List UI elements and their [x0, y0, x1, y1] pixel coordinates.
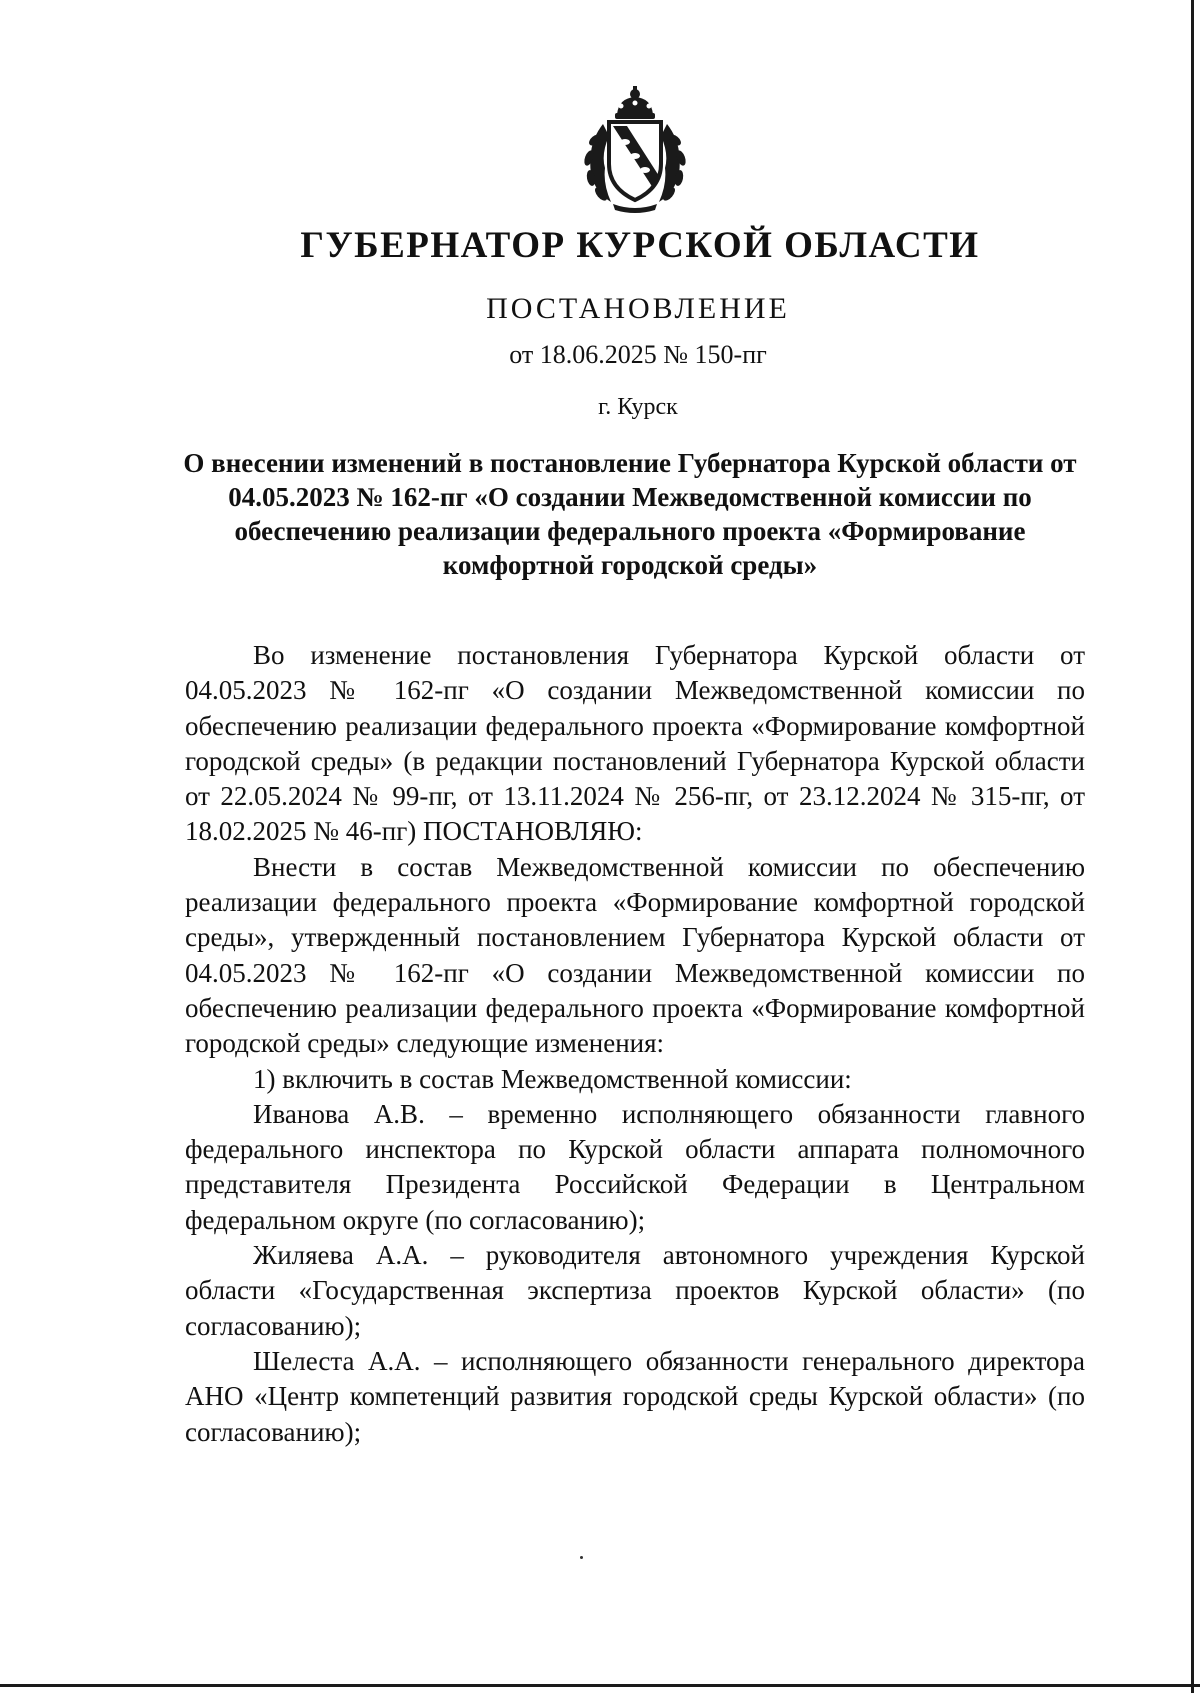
issuing-authority: ГУБЕРНАТОР КУРСКОЙ ОБЛАСТИ	[300, 225, 980, 266]
kursk-coat-of-arms-icon	[573, 84, 697, 214]
document-type: ПОСТАНОВЛЕНИЕ	[486, 292, 790, 325]
body-paragraph: Жиляева А.А. – руководителя автономного учреждения Курской области «Государственная экспертиза проектов Курской области» (по согласованию);	[185, 1240, 1085, 1341]
scan-dot	[580, 1556, 583, 1559]
body-paragraph: 1) включить в состав Межведомственной комиссии:	[253, 1063, 852, 1094]
document-date-number: от 18.06.2025 № 150-пг	[509, 340, 767, 369]
body-paragraph: Шелеста А.А. – исполняющего обязанности генерального директора АНО «Центр компетенций развития городской среды Курской области» (по согласованию);	[185, 1345, 1085, 1447]
document-subject: О внесении изменений в постановление Губернатора Курской области от 04.05.2023 № 162-пг «О создании Межведомственной комиссии по обеспечению реализации федерального проекта «Формирование комфортной городской среды»	[183, 448, 1077, 580]
scan-edge-bottom	[0, 1684, 1200, 1687]
body-paragraph: Иванова А.В. – временно исполняющего обязанности главного федерального инспектора по Курской области аппарата полномочного представителя Президента Российской Федерации в Центральном федеральном округе (по согласованию);	[185, 1098, 1085, 1235]
document-city: г. Курск	[598, 394, 678, 420]
document-body	[185, 638, 1085, 1450]
body-paragraph: Внести в состав Межведомственной комиссии по обеспечению реализации федерального проекта «Формирование комфортной городской среды», утвержденный постановлением Губернатора Курской области от 04.05.2023 № 162-пг «О создании Межведомственной комиссии по обеспечению реализации федерального проекта «Формирование комфортной городской среды» следующие изменения:	[185, 851, 1085, 1059]
body-paragraph: Во изменение постановления Губернатора Курской области от 04.05.2023 № 162-пг «О создании Межведомственной комиссии по обеспечению реализации федерального проекта «Формирование комфортной городской среды» (в редакции постановлений Губернатора Курской области от 22.05.2024 № 99-пг, от 13.11.2024 № 256-пг, от 23.12.2024 № 315-пг, от 18.02.2025 № 46-пг) ПОСТАНОВЛЯЮ:	[185, 640, 1085, 847]
